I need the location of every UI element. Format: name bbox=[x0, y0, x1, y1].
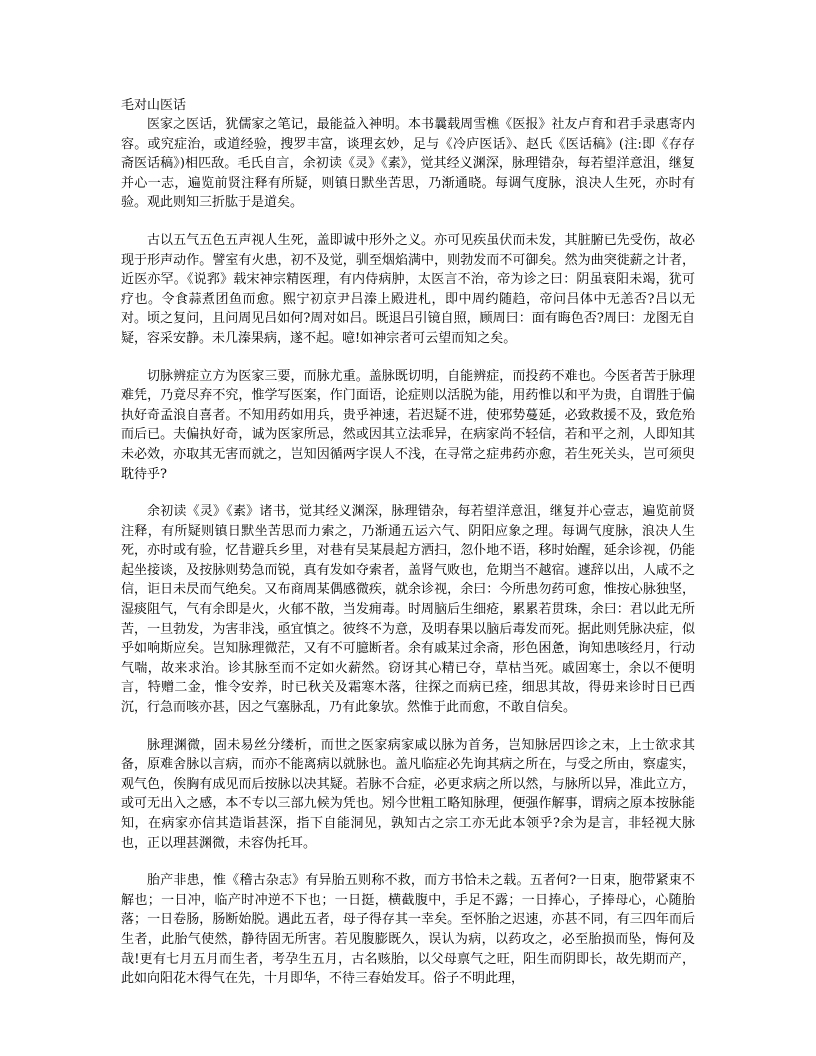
document-title: 毛对山医话 bbox=[121, 98, 187, 113]
paragraph-3: 切脉辨症立方为医家三要，而脉尤重。盖脉既切明，自能辨症，而投药不难也。今医者苦于脉理难凭，乃竟尽弃不究，惟学写医案，作门面语，论症则以活脱为能，用药惟以和平为贵，自谓胜于偏执好奇孟浪自喜者。不知用药如用兵，贵乎神速，若迟疑不进，使邪势蔓延，必致救援不及，致危殆而后已。夫偏执好奇，诚为医家所忌，然或因其立法乖异，在病家尚不轻信，若和平之剂，人即知其未必效，亦取其无害而就之，岂知因循两字误人不浅，在寻常之症弗药亦愈，若生死关头，岂可须臾耽待乎? bbox=[121, 368, 695, 482]
paragraph-4: 余初读《灵》《素》诸书，觉其经义渊深，脉理错杂，每若望洋意沮，继复并心壹志，遍览前贤注释，有所疑则镇日默坐苦思而力索之，乃渐通五运六气、阴阳应象之理。每调气度脉，浪决人生死，亦时或有验，忆昔避兵乡里，对巷有吴某晨起方洒扫，忽仆地不语，移时始醒，延余诊视，仍能起坐接谈，及按脉则势急而锐，真有发如夺索者，盖肾气败也，危期当不越宿。遽辞以出，人咸不之信，讵日未昃而气绝矣。又布商周某偶感微疾，就余诊视，余曰：今所患勿药可愈，惟按心脉独坚，湿痰阻气，气有余即是火，火郁不散，当发痈毒。时周脑后生细疮，累累若贯珠，余曰：君以此无所苦，一旦勃发，为害非浅，亟宜慎之。彼终不为意，及明春果以脑后毒发而死。据此则凭脉决症，似乎如响斯应矣。岂知脉理微茫，又有不可臆断者。余有戚某过余斋，形色困惫，询知患咳经月，行动气喘，故来求治。诊其脉至而不定如火薪然。窃讶其心精已夺，草枯当死。戚固寒士，余以不便明言，特赠二金，惟令安养，时已秋关及霜寒木落，往探之而病已痊，细思其故，得毋来诊时日已西沉，行急而咳亦甚，因之气塞脉乱，乃有此象欤。然惟于此而愈，不敢自信矣。 bbox=[121, 504, 695, 716]
paragraph-1: 医家之医话，犹儒家之笔记，最能益入神明。本书曩载周雪樵《医报》社友卢育和君手录惠寄内容。或究症治，或道经验，搜罗丰富，谈理玄妙，足与《冷庐医话》、赵氏《医话稿》(注:即《存存斋医话稿》)相匹敌。毛氏自言，余初读《灵》《素》，觉其经义渊深，脉理错杂，每若望洋意沮，继复并心一志，遍览前贤注释有所疑，则镇日默坐苦思，乃渐通晓。每调气度脉，浪决人生死，亦时有验。观此则知三折肱于是道矣。 bbox=[121, 117, 695, 211]
paragraph-6: 胎产非患，惟《稽古杂志》有异胎五则称不救，而方书恰未之载。五者何?一日束，胞带紧束不解也；一日冲，临产时冲逆不下也；一日挺，横截腹中，手足不露；一日捧心，子捧母心，心随胎落；一日卷肠，肠断始脱。遇此五者，母子得存其一幸矣。至怀胎之迟速，亦甚不同，有三四年而后生者，此胎气使然，静待固无所害。若见腹膨既久，误认为病，以药攻之，必至胎损而坠，悔何及哉!更有七月五月而生者，考孕生五月，古名赅胎，以父母禀气之旺，阳生而阴即长，故先期而产，此如向阳花木得气在先，十月即华，不待三春始发耳。俗子不明此理， bbox=[121, 873, 695, 987]
document-page bbox=[121, 96, 695, 989]
paragraph-5: 脉理渊微，固未易丝分缕析，而世之医家病家咸以脉为首务，岂知脉居四诊之末，上士欲求其备，原难舍脉以言病，而亦不能离病以就脉也。盖凡临症必先询其病之所在，与受之所由，察虚实，观气色，俟胸有成见而后按脉以决其疑。若脉不合症，必更求病之所以然，与脉所以异，准此立方，或可无出入之感，本不专以三部九候为凭也。矧今世粗工略知脉理，便强作解事，谓病之原本按脉能知，在病家亦信其造诣甚深，指下自能洞见，孰知古之宗工亦无此本领乎?余为是言，非轻视大脉也，正以理甚渊微，未容伪托耳。 bbox=[121, 737, 695, 851]
paragraph-2: 古以五气五色五声视人生死，盖即诚中形外之义。亦可见疾虽伏而未发，其脏腑已先受伤，故必现于形声动作。譬室有火患，初不及觉，驯至烟焰满中，则勃发而不可御矣。然为曲突徙薪之计者，近医亦罕。《说郛》载宋神宗精医理，有内侍病肿，太医言不治，帝为诊之曰：阴虽衰阳未竭，犹可疗也。令食蒜煮团鱼而愈。熙宁初京尹吕溱上殿进札，即中周约随趋，帝问吕体中无恙否?吕以无对。顷之复问，且问周见吕如何?周对如吕。既退吕引镜自照，顾周曰：面有晦色否?周曰：龙图无自疑，容采安静。未几溱果病，遂不起。噫!如神宗者可云望而知之矣。 bbox=[121, 232, 695, 346]
